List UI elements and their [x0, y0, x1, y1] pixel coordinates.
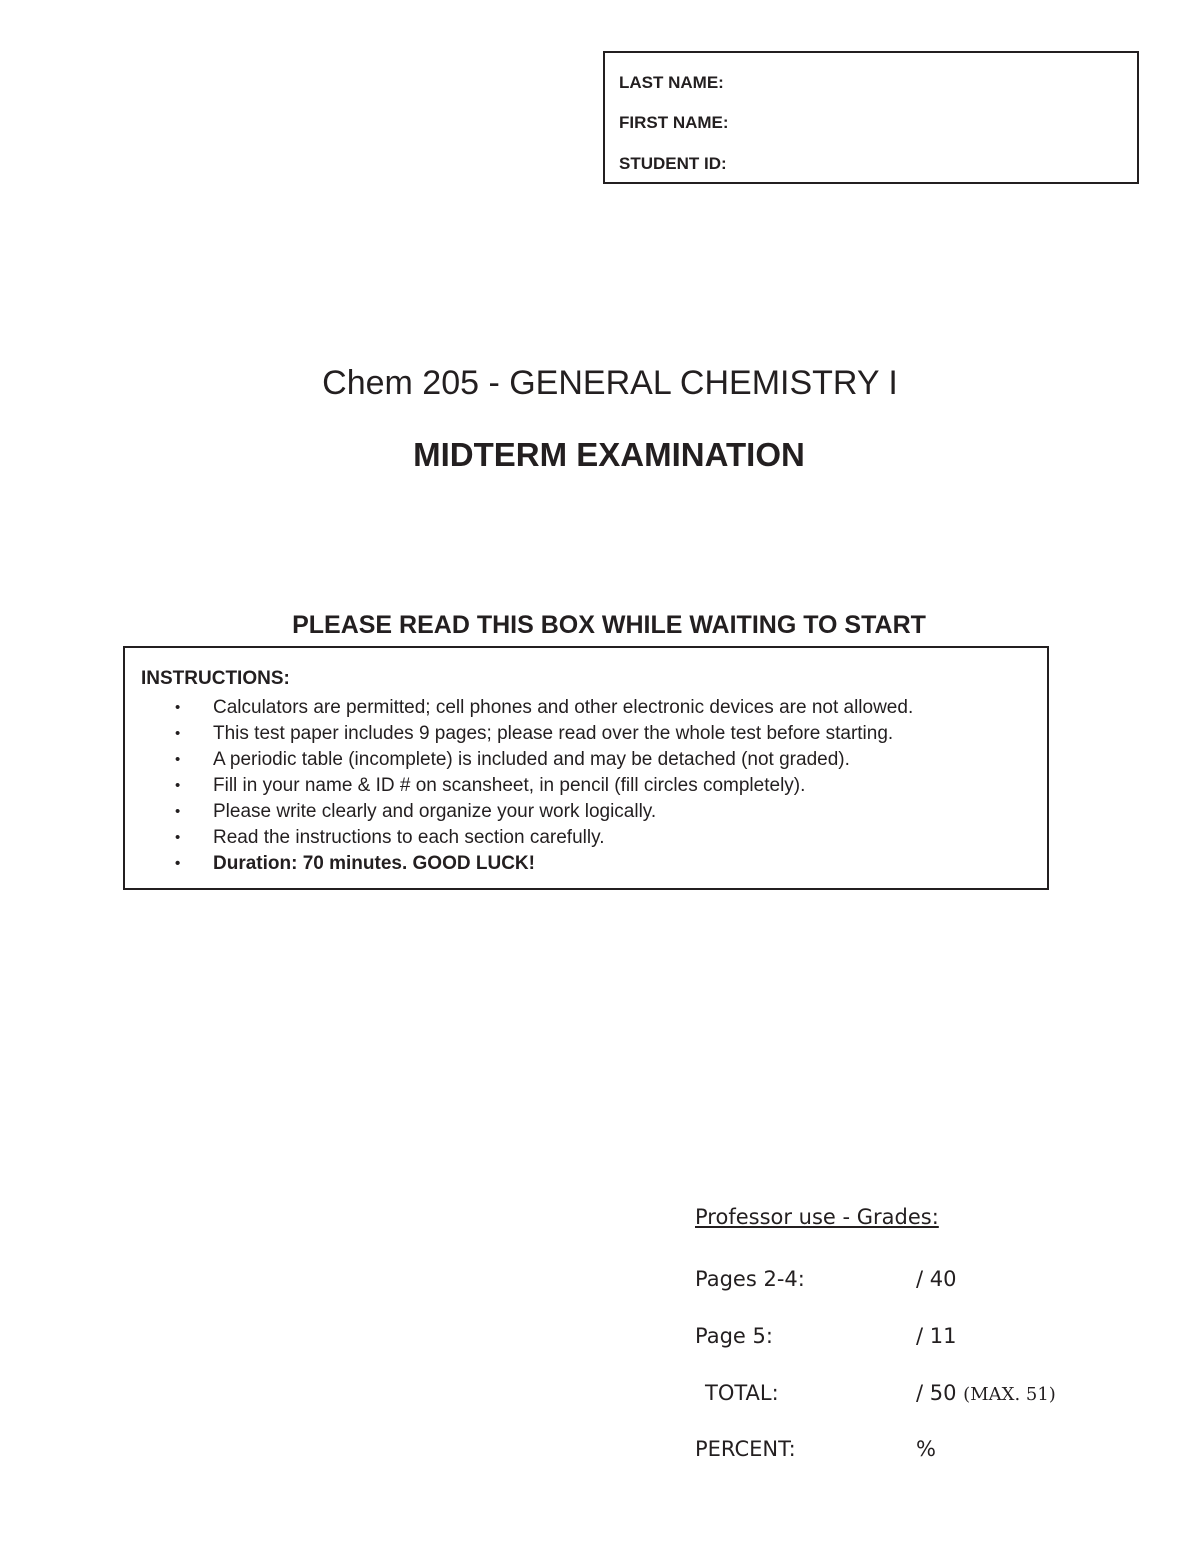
- grade-row-total: [695, 1381, 1115, 1411]
- instruction-item: [175, 825, 913, 851]
- instruction-text: Read the instructions to each section carefully.: [213, 827, 605, 848]
- last-name-field: LAST NAME:: [619, 73, 724, 92]
- first-name-field: FIRST NAME:: [619, 113, 729, 132]
- read-notice: PLEASE READ THIS BOX WHILE WAITING TO START: [292, 611, 926, 639]
- bullet-icon: •: [175, 751, 181, 768]
- instruction-item: [175, 721, 913, 747]
- instruction-item: [175, 695, 913, 721]
- instructions-box: [123, 646, 1049, 890]
- grade-value: / 40: [916, 1267, 957, 1291]
- grade-label: Pages 2-4:: [695, 1267, 805, 1291]
- grade-row-pages-2-4: [695, 1267, 1095, 1297]
- student-info-box: [603, 51, 1139, 184]
- instruction-item: [175, 773, 913, 799]
- bullet-icon: •: [175, 777, 181, 794]
- grade-label: PERCENT:: [695, 1437, 796, 1461]
- grade-value: %: [916, 1437, 936, 1461]
- instruction-text: Calculators are permitted; cell phones and other electronic devices are not allowed.: [213, 697, 914, 718]
- grade-value: / 11: [916, 1324, 957, 1348]
- grades-heading: Professor use - Grades:: [695, 1205, 939, 1229]
- bullet-icon: •: [175, 803, 181, 820]
- instruction-text: Duration: 70 minutes. GOOD LUCK!: [213, 853, 535, 874]
- grade-row-percent: [695, 1437, 1095, 1467]
- bullet-icon: •: [175, 699, 181, 716]
- grade-label: TOTAL:: [705, 1381, 779, 1405]
- bullet-icon: •: [175, 725, 181, 742]
- instruction-text: This test paper includes 9 pages; please read over the whole test before starting.: [213, 723, 894, 744]
- instruction-text: Please write clearly and organize your work logically.: [213, 801, 657, 822]
- max-note: (MAX. 51): [963, 1384, 1056, 1405]
- underline-rule: [695, 1324, 971, 1354]
- grade-value: [916, 1381, 1056, 1405]
- instruction-item: [175, 799, 913, 825]
- grade-value-text: / 50: [916, 1381, 957, 1405]
- grade-row-page-5: [695, 1324, 971, 1354]
- course-title: Chem 205 - GENERAL CHEMISTRY I: [322, 364, 898, 402]
- instruction-item: [175, 747, 913, 773]
- student-id-field: STUDENT ID:: [619, 154, 727, 173]
- instructions-list: [175, 695, 913, 877]
- instruction-item: [175, 851, 913, 877]
- bullet-icon: •: [175, 829, 181, 846]
- grade-label: Page 5:: [695, 1324, 773, 1348]
- bullet-icon: •: [175, 855, 181, 872]
- instruction-text: A periodic table (incomplete) is included and may be detached (not graded).: [213, 749, 850, 770]
- instructions-heading: INSTRUCTIONS:: [141, 668, 290, 689]
- exam-title: MIDTERM EXAMINATION: [413, 436, 805, 473]
- instruction-text: Fill in your name & ID # on scansheet, in pencil (fill circles completely).: [213, 775, 806, 796]
